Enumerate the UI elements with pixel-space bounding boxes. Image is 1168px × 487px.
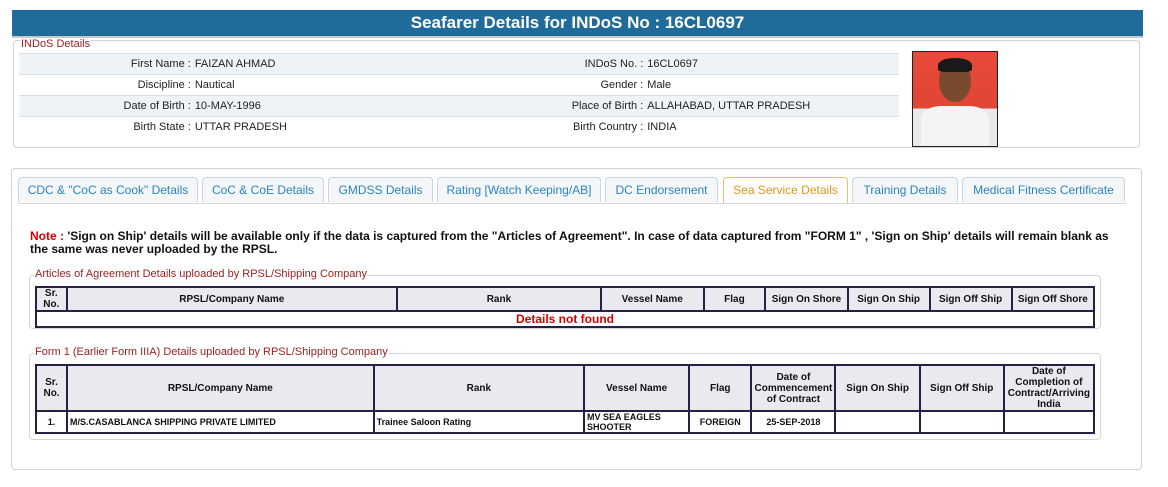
cell-flag: FOREIGN <box>689 411 751 433</box>
cell-sign-on-ship <box>835 411 919 433</box>
indos-row <box>19 117 899 138</box>
cell-sr-no: 1. <box>36 411 67 433</box>
col-company: RPSL/Company Name <box>67 365 374 411</box>
col-rank: Rank <box>397 287 601 311</box>
first-name-label: First Name : <box>19 54 193 75</box>
form1-table <box>35 364 1095 434</box>
col-sr-no: Sr. No. <box>36 287 67 311</box>
indos-details-panel <box>13 40 1140 148</box>
col-sign-off-ship: Sign Off Ship <box>930 287 1012 311</box>
cell-company: M/S.CASABLANCA SHIPPING PRIVATE LIMITED <box>67 411 374 433</box>
articles-section <box>29 268 1101 329</box>
col-sign-off-shore: Sign Off Shore <box>1012 287 1094 311</box>
col-flag: Flag <box>689 365 751 411</box>
tab-divider <box>18 203 1126 204</box>
cell-date-commencement: 25-SEP-2018 <box>751 411 835 433</box>
table-row <box>36 311 1094 327</box>
empty-message: Details not found <box>36 311 1094 327</box>
col-sign-off-ship: Sign Off Ship <box>920 365 1004 411</box>
birth-state-value: UTTAR PRADESH <box>194 121 287 133</box>
col-rank: Rank <box>374 365 584 411</box>
discipline-value: Nautical <box>194 79 235 91</box>
note-label: Note : <box>30 229 64 243</box>
sea-service-note <box>30 230 1110 256</box>
col-sign-on-ship: Sign On Ship <box>835 365 919 411</box>
col-vessel: Vessel Name <box>584 365 689 411</box>
place-of-birth-value: ALLAHABAD, UTTAR PRADESH <box>645 96 899 117</box>
indos-no-value: 16CL0697 <box>645 54 899 75</box>
form1-legend: Form 1 (Earlier Form IIIA) Details uploaded by RPSL/Shipping Company <box>35 346 388 358</box>
note-text: 'Sign on Ship' details will be available only if the data is captured from the "Articles of Agreement". In case of data captured from "FORM 1" , 'Sign on Ship' details will remain blank as the same was never uploaded by the RPSL. <box>30 229 1109 256</box>
indos-details-table <box>19 53 899 137</box>
col-date-completion: Date of Completion of Contract/Arriving India <box>1004 365 1094 411</box>
gender-label: Gender : <box>600 79 644 91</box>
dob-value: 10-MAY-1996 <box>193 96 447 117</box>
place-of-birth-label: Place of Birth : <box>447 96 646 117</box>
form1-section <box>29 346 1101 440</box>
table-header-row <box>36 287 1094 311</box>
col-vessel: Vessel Name <box>601 287 704 311</box>
tab-coc-coe[interactable]: CoC & CoE Details <box>202 177 324 202</box>
indos-no-label: INDoS No. : <box>447 54 646 75</box>
photo-hair <box>938 58 972 72</box>
cell-date-completion <box>1004 411 1094 433</box>
col-sign-on-shore: Sign On Shore <box>765 287 847 311</box>
col-sr-no: Sr. No. <box>36 365 67 411</box>
birth-country-value: INDIA <box>647 121 677 133</box>
tab-dc-endorsement[interactable]: DC Endorsement <box>605 177 718 202</box>
first-name-value: FAIZAN AHMAD <box>193 54 447 75</box>
tab-gmdss[interactable]: GMDSS Details <box>328 177 433 202</box>
cell-vessel: MV SEA EAGLES SHOOTER <box>584 411 689 433</box>
articles-legend: Articles of Agreement Details uploaded by RPSL/Shipping Company <box>35 268 368 280</box>
tab-sea-service[interactable]: Sea Service Details <box>723 177 848 204</box>
birth-country-label: Birth Country : <box>572 121 644 133</box>
col-sign-on-ship: Sign On Ship <box>848 287 930 311</box>
indos-row <box>19 75 899 96</box>
tab-rating-watch-keeping[interactable]: Rating [Watch Keeping/AB] <box>437 177 601 202</box>
col-date-commencement: Date of Commencement of Contract <box>751 365 835 411</box>
articles-table <box>35 286 1095 328</box>
cell-rank: Trainee Saloon Rating <box>374 411 584 433</box>
dob-label: Date of Birth : <box>19 96 193 117</box>
col-company: RPSL/Company Name <box>67 287 397 311</box>
birth-state-label: Birth State : <box>133 121 191 133</box>
tab-training[interactable]: Training Details <box>852 177 958 202</box>
gender-value: Male <box>647 79 672 91</box>
indos-details-legend: INDoS Details <box>21 38 91 50</box>
discipline-label: Discipline : <box>137 79 191 91</box>
page-title: Seafarer Details for INDoS No : 16CL0697 <box>12 10 1143 38</box>
tab-medical-fitness[interactable]: Medical Fitness Certificate <box>962 177 1125 202</box>
col-flag: Flag <box>704 287 766 311</box>
indos-row <box>19 96 899 117</box>
seafarer-photo <box>912 51 998 147</box>
cell-sign-off-ship <box>920 411 1004 433</box>
table-row <box>36 411 1094 433</box>
details-tabs-panel <box>11 168 1142 470</box>
table-header-row <box>36 365 1094 411</box>
photo-shirt <box>921 106 989 146</box>
indos-row <box>19 54 899 75</box>
tab-cdc-coc-cook[interactable]: CDC & "CoC as Cook" Details <box>18 177 198 202</box>
